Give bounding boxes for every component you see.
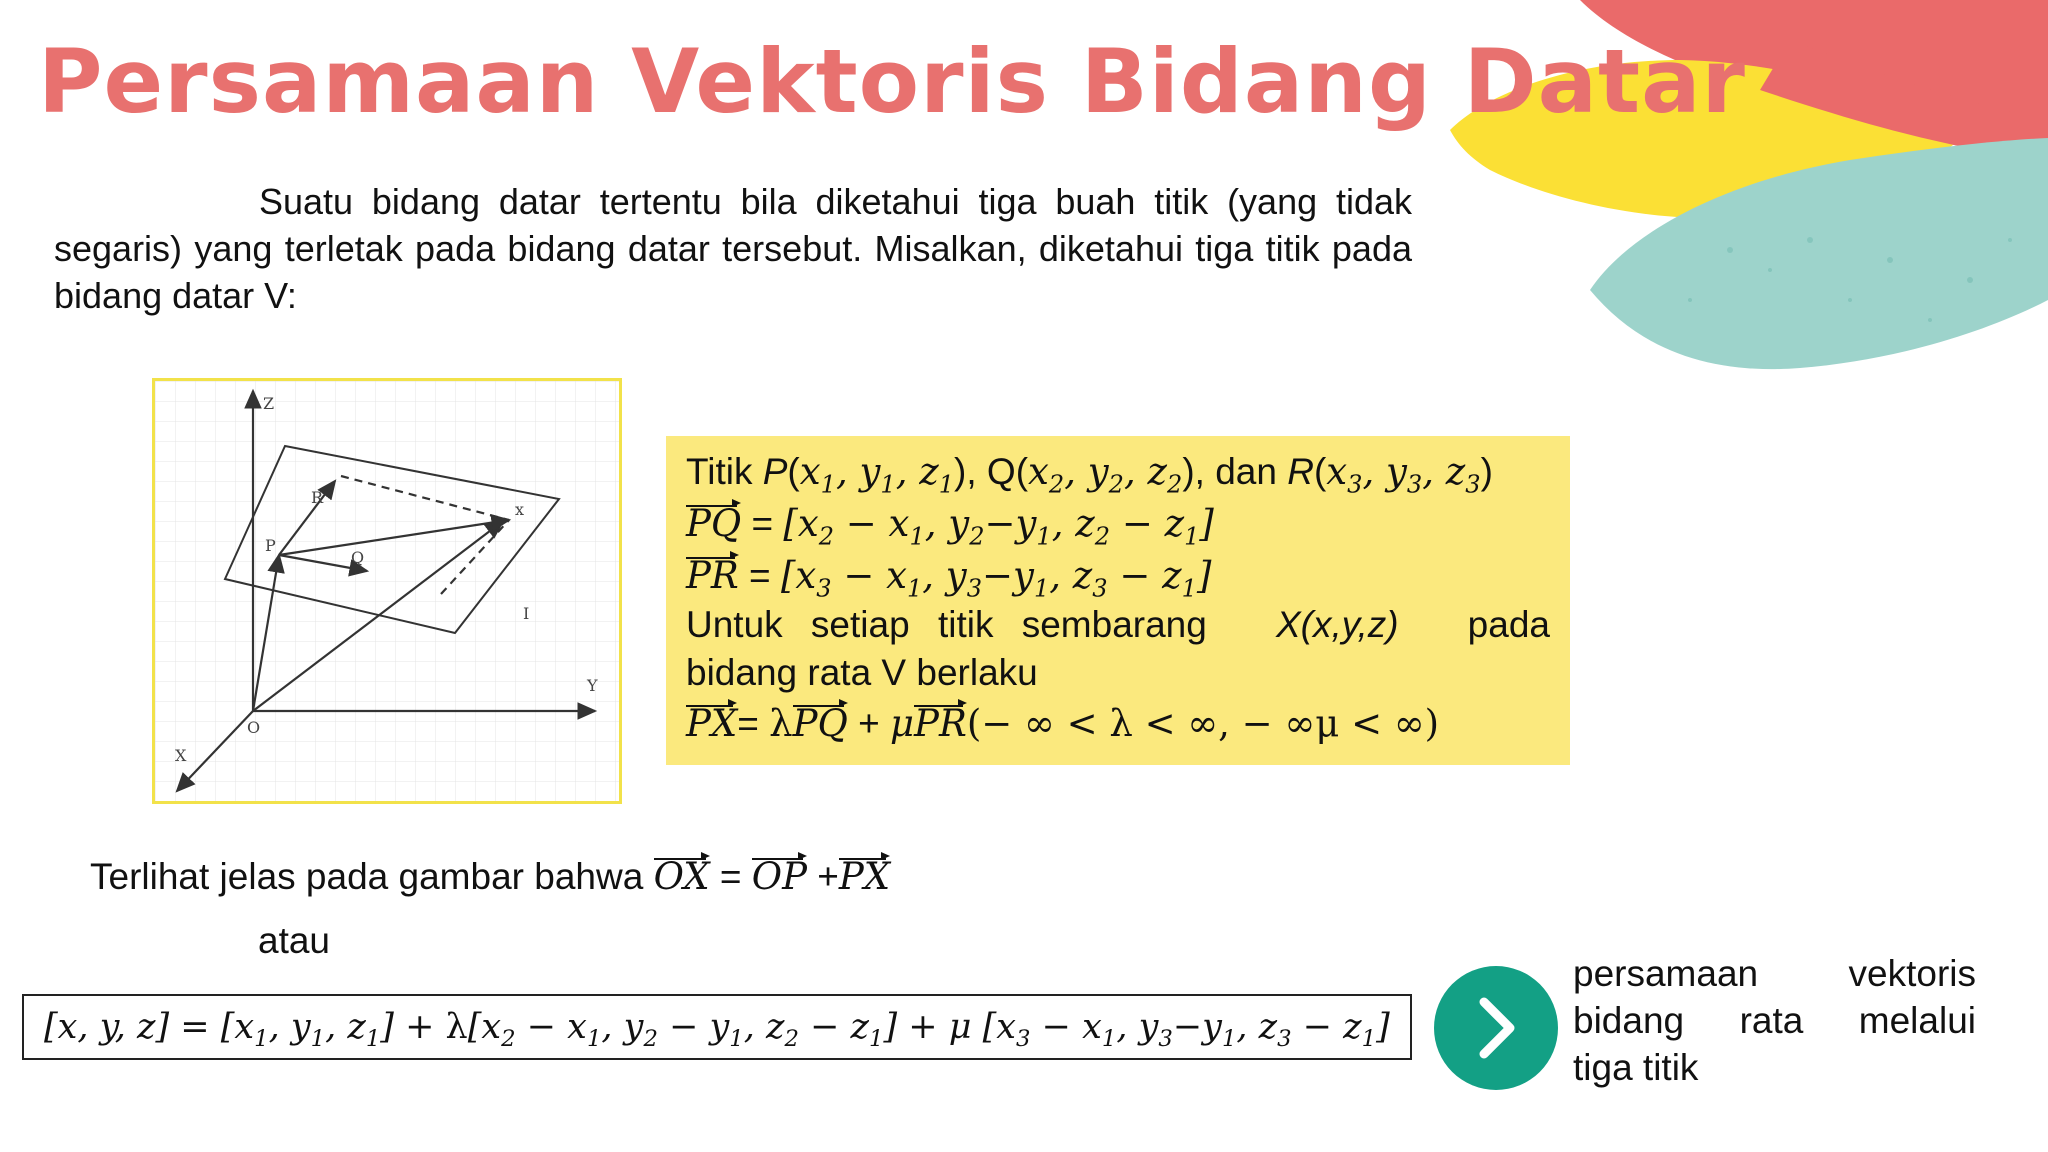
pr-equation: PR = [$x_3 - x_1$, $y_3-y_1$, $z_3 - z_1$]	[686, 554, 1212, 603]
point-r: R	[1287, 451, 1314, 492]
titik-word: Titik	[686, 451, 753, 492]
label-x: X	[175, 746, 187, 765]
intro-text: Suatu bidang datar tertentu bila diketahui tiga buah titik (yang tidak segaris) yang terletak pada bidang datar tersebut. Misalkan, diketahui tiga titik pada bidang datar V:	[54, 181, 1412, 316]
plane-figure	[152, 378, 622, 804]
bidang-line: bidang rata V berlaku	[686, 652, 1038, 693]
definition-box	[666, 436, 1570, 765]
vector-px-label-2: PX	[838, 855, 891, 898]
chevron-right-icon	[1434, 966, 1558, 1090]
untuk-line	[686, 604, 1550, 646]
next-button[interactable]	[1434, 966, 1558, 1090]
vector-pr-label: PR	[686, 554, 739, 597]
label-r: R	[311, 488, 324, 507]
pada-word: pada	[1467, 604, 1550, 645]
vector-op-label: OP	[751, 855, 808, 898]
vector-px-label: PX	[686, 702, 738, 745]
observation-line: Terlihat jelas pada gambar bahwa OX = OP +PX	[90, 855, 891, 898]
dan-word: dan	[1215, 451, 1277, 492]
parameter-range: (− ∞ < λ < ∞, − ∞μ < ∞)	[966, 702, 1440, 745]
caption-line-2: tiga titik	[1573, 1047, 1699, 1088]
page-title: Persamaan Vektoris Bidang Datar	[38, 30, 1746, 133]
label-i: I	[523, 604, 530, 623]
point-x: X(x,y,z)	[1275, 604, 1399, 645]
vector-pq-label: PQ	[686, 502, 742, 545]
untuk-text: Untuk setiap titik sembarang	[686, 604, 1207, 645]
pq-equation: PQ = [$x_2 - x_1$, $y_2-y_1$, $z_2 - z_1$]	[686, 502, 1214, 551]
label-q: Q	[351, 548, 365, 567]
point-p: P	[762, 451, 788, 492]
intro-paragraph	[54, 178, 1412, 319]
label-y: Y	[587, 676, 598, 695]
vector-ox-label: OX	[653, 855, 710, 898]
plane-diagram	[155, 381, 619, 801]
observation-text: Terlihat jelas pada gambar bahwa	[90, 856, 644, 897]
label-p: P	[265, 536, 276, 555]
caption-line-1: persamaan vektoris bidang rata melalui	[1573, 953, 1976, 1041]
atau-word: atau	[258, 920, 331, 961]
label-o: O	[247, 718, 261, 737]
label-x-point: x	[515, 500, 525, 519]
caption-text	[1573, 950, 1976, 1091]
label-z: Z	[263, 394, 275, 413]
vector-equation-formula: [x, y, $z] = [x_1$, $y_1$, $z_1] + \lambda[x_2 - x_1$, $y_2 - y_1$, $z_2 - z_1] + \mu$ [$x_3 - x_1$, $y_3-y_1$, $z_3 - z_1$]	[22, 994, 1412, 1060]
points-line: Titik $P(x_1$, $y_1$, $z_1$), $Q(x_2$, $y_2$, $z_2$), dan $R(x_3$, $y_3$, $z_3$)	[686, 450, 1493, 499]
px-equation: PX= λPQ + μPR(− ∞ < λ < ∞, − ∞μ < ∞)	[686, 702, 1440, 745]
point-q: Q	[986, 451, 1016, 492]
